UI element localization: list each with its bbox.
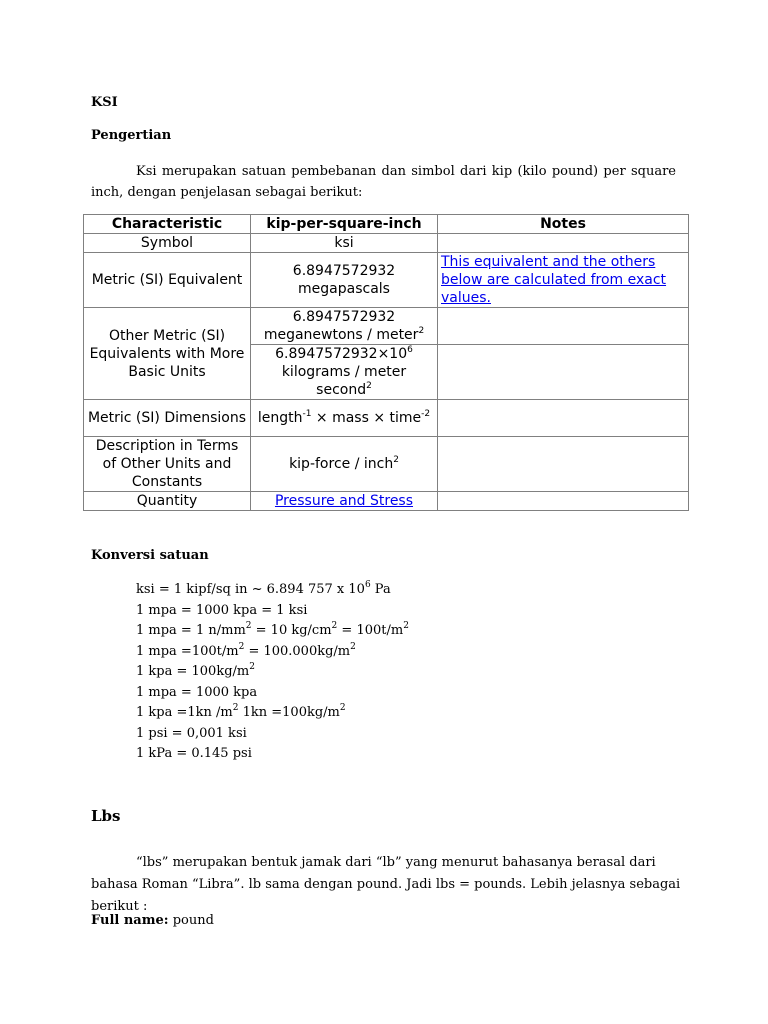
konversi-list xyxy=(136,580,409,765)
ksi-paragraph: Ksi merupakan satuan pembebanan dan simbol dari kip (kilo pound) per square inch, dengan penjelasan sebagai berikut: xyxy=(91,164,676,200)
list-item: 1 mpa $=100t/m^2 = 100.000kg/m^2$ xyxy=(136,641,356,659)
other-value-2-sup: 6 xyxy=(407,345,413,355)
list-item: 1 mpa = 1000 kpa = 1 ksi xyxy=(136,602,308,618)
dim-part-1: length xyxy=(257,410,303,426)
table-row xyxy=(84,234,689,253)
cell-other-value-2 xyxy=(251,345,438,400)
other-value-1-sup: 2 xyxy=(418,326,425,336)
header-characteristic: Characteristic xyxy=(84,215,251,234)
cell-symbol-note xyxy=(438,234,689,253)
desc-value-text: kip-force / inch xyxy=(289,456,394,472)
lbs-paragraph: “lbs” merupakan bentuk jamak dari “lb” yang menurut bahasanya berasal dari bahasa Roman “Libra”. lb sama dengan pound. Jadi lbs = pounds. Lebih jelasnya sebagai berikut : xyxy=(91,855,681,914)
cell-si-label: Metric (SI) Equivalent xyxy=(84,253,251,308)
cell-quantity-value xyxy=(251,492,438,511)
list-item: 1 psi = 0,001 ksi xyxy=(136,725,247,741)
other-value-2-mid: kilograms / meter second xyxy=(281,364,407,398)
table-header-row xyxy=(84,215,689,234)
cell-dim-value xyxy=(251,400,438,437)
dim-sup-2: -2 xyxy=(421,409,431,419)
cell-dim-label: Metric (SI) Dimensions xyxy=(84,400,251,437)
cell-other-value-1 xyxy=(251,308,438,345)
list-item: 1 mpa = 1 $n/mm^2 = 10$ $kg/cm^2 = 100t/m^2$ xyxy=(136,621,409,638)
cell-other-note-2 xyxy=(438,345,689,400)
section-title-ksi: KSI xyxy=(91,95,118,110)
cell-symbol-label: Symbol xyxy=(84,234,251,253)
dim-part-2: × mass × time xyxy=(311,410,422,426)
header-kip-per-square-inch: kip-per-square-inch xyxy=(251,215,438,234)
cell-desc-label: Description in Terms of Other Units and Constants xyxy=(84,437,251,492)
cell-desc-note xyxy=(438,437,689,492)
table-row xyxy=(84,400,689,437)
table-row xyxy=(84,308,689,345)
table-row xyxy=(84,492,689,511)
subtitle-pengertian: Pengertian xyxy=(91,128,172,143)
cell-desc-value xyxy=(251,437,438,492)
desc-value-sup: 2 xyxy=(393,455,399,465)
list-item: 1 kPa = 0.145 psi xyxy=(136,746,252,761)
cell-other-label: Other Metric (SI) Equivalents with More Basic Units xyxy=(84,308,251,400)
list-item: ksi = 1 kipf/sq in ~ 6.894 757 x $10^6$ Pa xyxy=(136,580,391,597)
full-name-label: Full name: xyxy=(91,913,169,928)
cell-symbol-value: ksi xyxy=(251,234,438,253)
list-item: 1 kpa = $100kg/m^2$ xyxy=(136,662,255,679)
other-value-1-text: 6.8947572932 meganewtons / meter xyxy=(263,309,419,343)
cell-dim-note xyxy=(438,400,689,437)
konversi-title: Konversi satuan xyxy=(91,548,209,563)
list-item: 1 kpa =1kn $/m^2$ $1kn =100kg/m^2$ xyxy=(136,703,346,720)
other-value-2-pre: 6.8947572932×10 xyxy=(275,346,408,362)
note-link[interactable]: This equivalent and the others below are calculated from exact values. xyxy=(441,254,667,306)
list-item: 1 mpa = 1000 kpa xyxy=(136,684,258,700)
table-row xyxy=(84,253,689,308)
full-name-value: pound xyxy=(168,913,214,928)
section-title-lbs: Lbs xyxy=(91,807,121,825)
pressure-and-stress-link[interactable]: Pressure and Stress xyxy=(274,493,414,509)
other-value-2-sup2: 2 xyxy=(366,381,372,391)
cell-quantity-label: Quantity xyxy=(84,492,251,511)
cell-other-note-1 xyxy=(438,308,689,345)
dim-sup-1: -1 xyxy=(302,409,312,419)
header-notes: Notes xyxy=(438,215,689,234)
table-row xyxy=(84,437,689,492)
ksi-table xyxy=(83,214,689,511)
cell-quantity-note xyxy=(438,492,689,511)
cell-si-note xyxy=(438,253,689,308)
cell-si-value: 6.8947572932 megapascals xyxy=(251,253,438,308)
full-name-line xyxy=(91,913,214,929)
